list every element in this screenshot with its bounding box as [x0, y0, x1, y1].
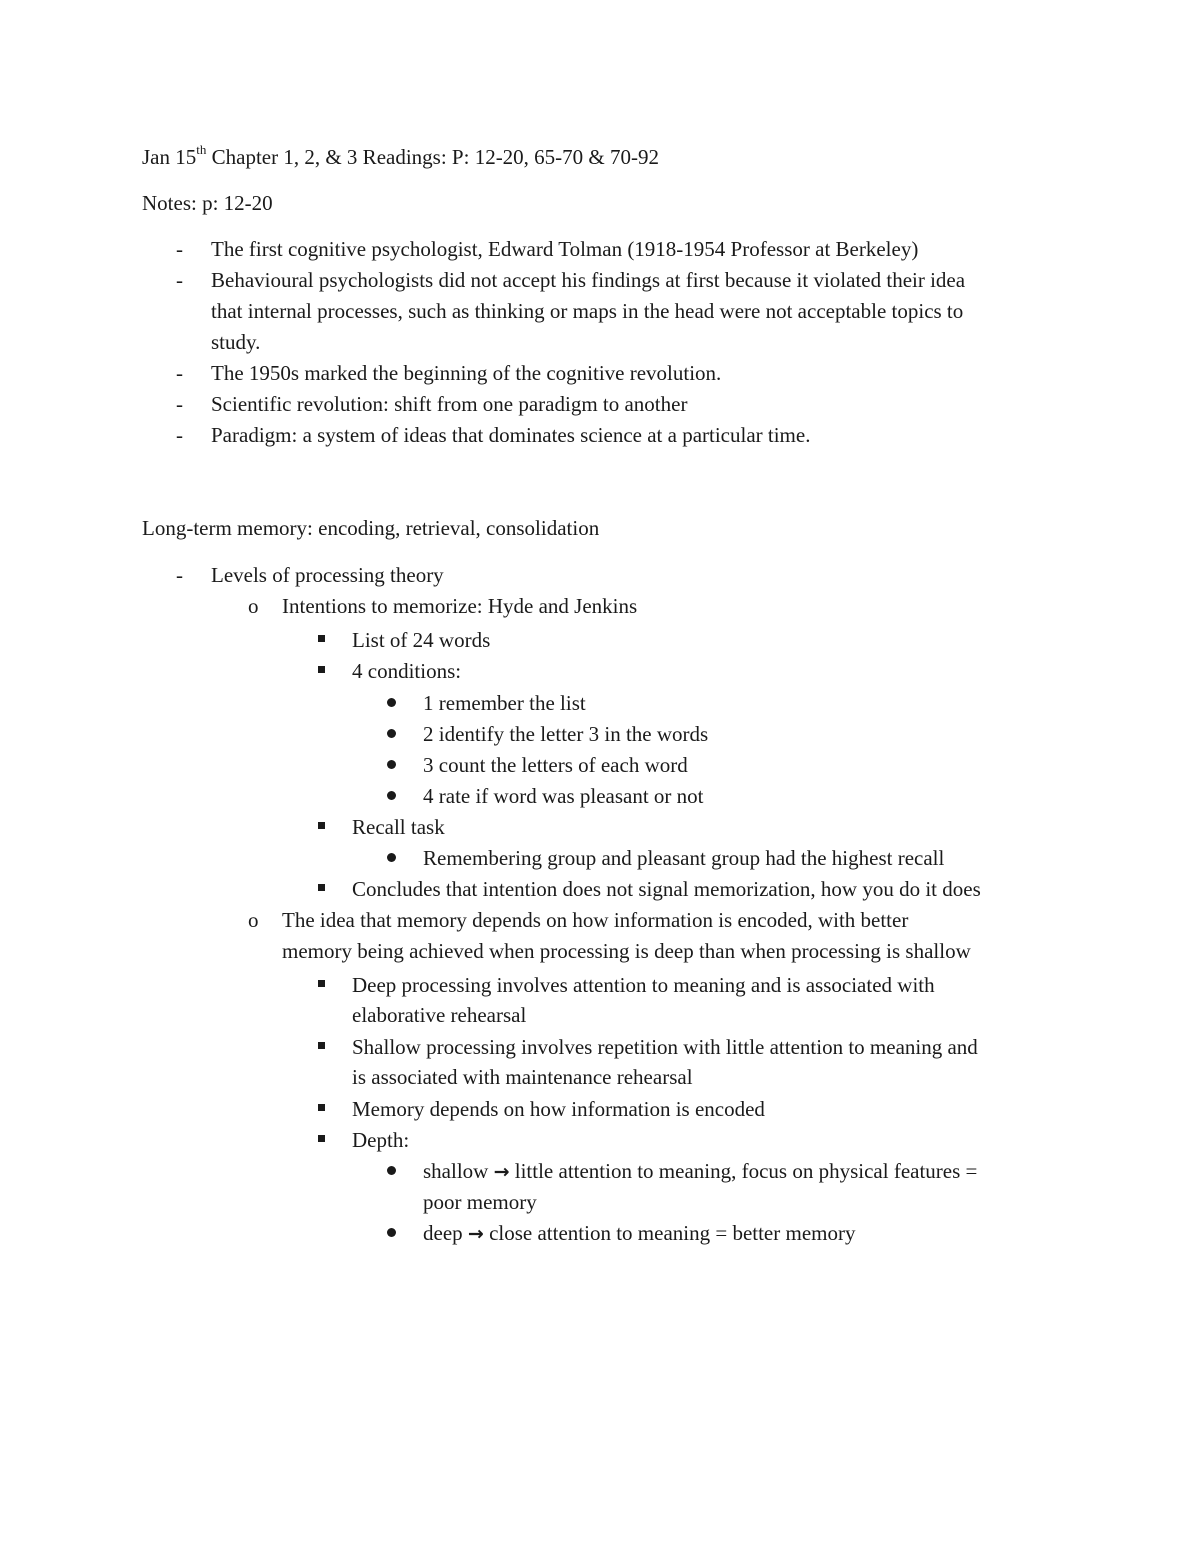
header-date-suffix: th [196, 142, 207, 157]
list-item: Paradigm: a system of ideas that dominates science at a particular time. [211, 423, 811, 447]
recall-result-item: Remembering group and pleasant group had the highest recall [423, 846, 945, 870]
round-bullet-icon [387, 729, 396, 738]
deep-processing-continuation: elaborative rehearsal [352, 1003, 527, 1027]
notes-heading: Notes: p: 12-20 [142, 191, 273, 215]
condition-item: 3 count the letters of each word [423, 753, 688, 777]
shallow-processing-item: Shallow processing involves repetition with little attention to meaning and [352, 1035, 978, 1059]
list-item: The first cognitive psychologist, Edward Tolman (1918-1954 Professor at Berkeley) [211, 237, 919, 261]
round-bullet-icon [387, 760, 396, 769]
recall-task-item: Recall task [352, 815, 445, 839]
shallow-label: shallow [423, 1159, 494, 1183]
dash-marker: - [176, 361, 183, 385]
ltm-heading: Long-term memory: encoding, retrieval, consolidation [142, 516, 600, 540]
document-header [142, 142, 659, 172]
round-bullet-icon [387, 1228, 396, 1237]
shallow-depth-continuation: poor memory [423, 1190, 537, 1214]
round-bullet-icon [387, 791, 396, 800]
right-arrow-icon: → [493, 1161, 510, 1183]
header-readings: Chapter 1, 2, & 3 Readings: P: 12-20, 65-70 & 70-92 [206, 145, 660, 169]
dash-marker: - [176, 268, 183, 292]
circle-marker: o [248, 594, 259, 618]
concludes-item: Concludes that intention does not signal memorization, how you do it does [352, 877, 981, 901]
round-bullet-icon [387, 1166, 396, 1175]
intentions-item: Intentions to memorize: Hyde and Jenkins [282, 594, 638, 618]
deep-description: close attention to meaning = better memory [483, 1221, 856, 1245]
square-bullet-icon [318, 884, 325, 891]
shallow-description: little attention to meaning, focus on physical features = [509, 1159, 978, 1183]
circle-marker: o [248, 908, 259, 932]
idea-item: The idea that memory depends on how information is encoded, with better [282, 908, 909, 932]
condition-item: 4 rate if word was pleasant or not [423, 784, 704, 808]
right-arrow-icon: → [467, 1223, 484, 1245]
dash-marker: - [176, 423, 183, 447]
idea-item-continuation: memory being achieved when processing is deep than when processing is shallow [282, 939, 971, 963]
dash-marker: - [176, 563, 183, 587]
square-bullet-icon [318, 822, 325, 829]
square-bullet-icon [318, 1042, 325, 1049]
deep-processing-item: Deep processing involves attention to meaning and is associated with [352, 973, 935, 997]
round-bullet-icon [387, 698, 396, 707]
dash-marker: - [176, 237, 183, 261]
conditions-item: 4 conditions: [352, 659, 462, 683]
condition-item: 2 identify the letter 3 in the words [423, 722, 709, 746]
list-item-continuation: study. [211, 330, 261, 354]
square-bullet-icon [318, 635, 325, 642]
list-item-continuation: that internal processes, such as thinking or maps in the head were not acceptable topics to [211, 299, 964, 323]
levels-of-processing-item: Levels of processing theory [211, 563, 444, 587]
round-bullet-icon [387, 853, 396, 862]
shallow-processing-continuation: is associated with maintenance rehearsal [352, 1065, 693, 1089]
list-item: Scientific revolution: shift from one paradigm to another [211, 392, 688, 416]
memory-depends-item: Memory depends on how information is encoded [352, 1097, 765, 1121]
deep-label: deep [423, 1221, 468, 1245]
deep-depth-item [423, 1218, 855, 1249]
shallow-depth-item [423, 1156, 977, 1187]
square-bullet-icon [318, 980, 325, 987]
list-24-item: List of 24 words [352, 628, 491, 652]
square-bullet-icon [318, 1104, 325, 1111]
square-bullet-icon [318, 1135, 325, 1142]
list-item: Behavioural psychologists did not accept his findings at first because it violated their idea [211, 268, 966, 292]
dash-marker: - [176, 392, 183, 416]
list-item: The 1950s marked the beginning of the cognitive revolution. [211, 361, 722, 385]
square-bullet-icon [318, 666, 325, 673]
header-date: Jan 15 [142, 145, 197, 169]
depth-item: Depth: [352, 1128, 410, 1152]
condition-item: 1 remember the list [423, 691, 586, 715]
